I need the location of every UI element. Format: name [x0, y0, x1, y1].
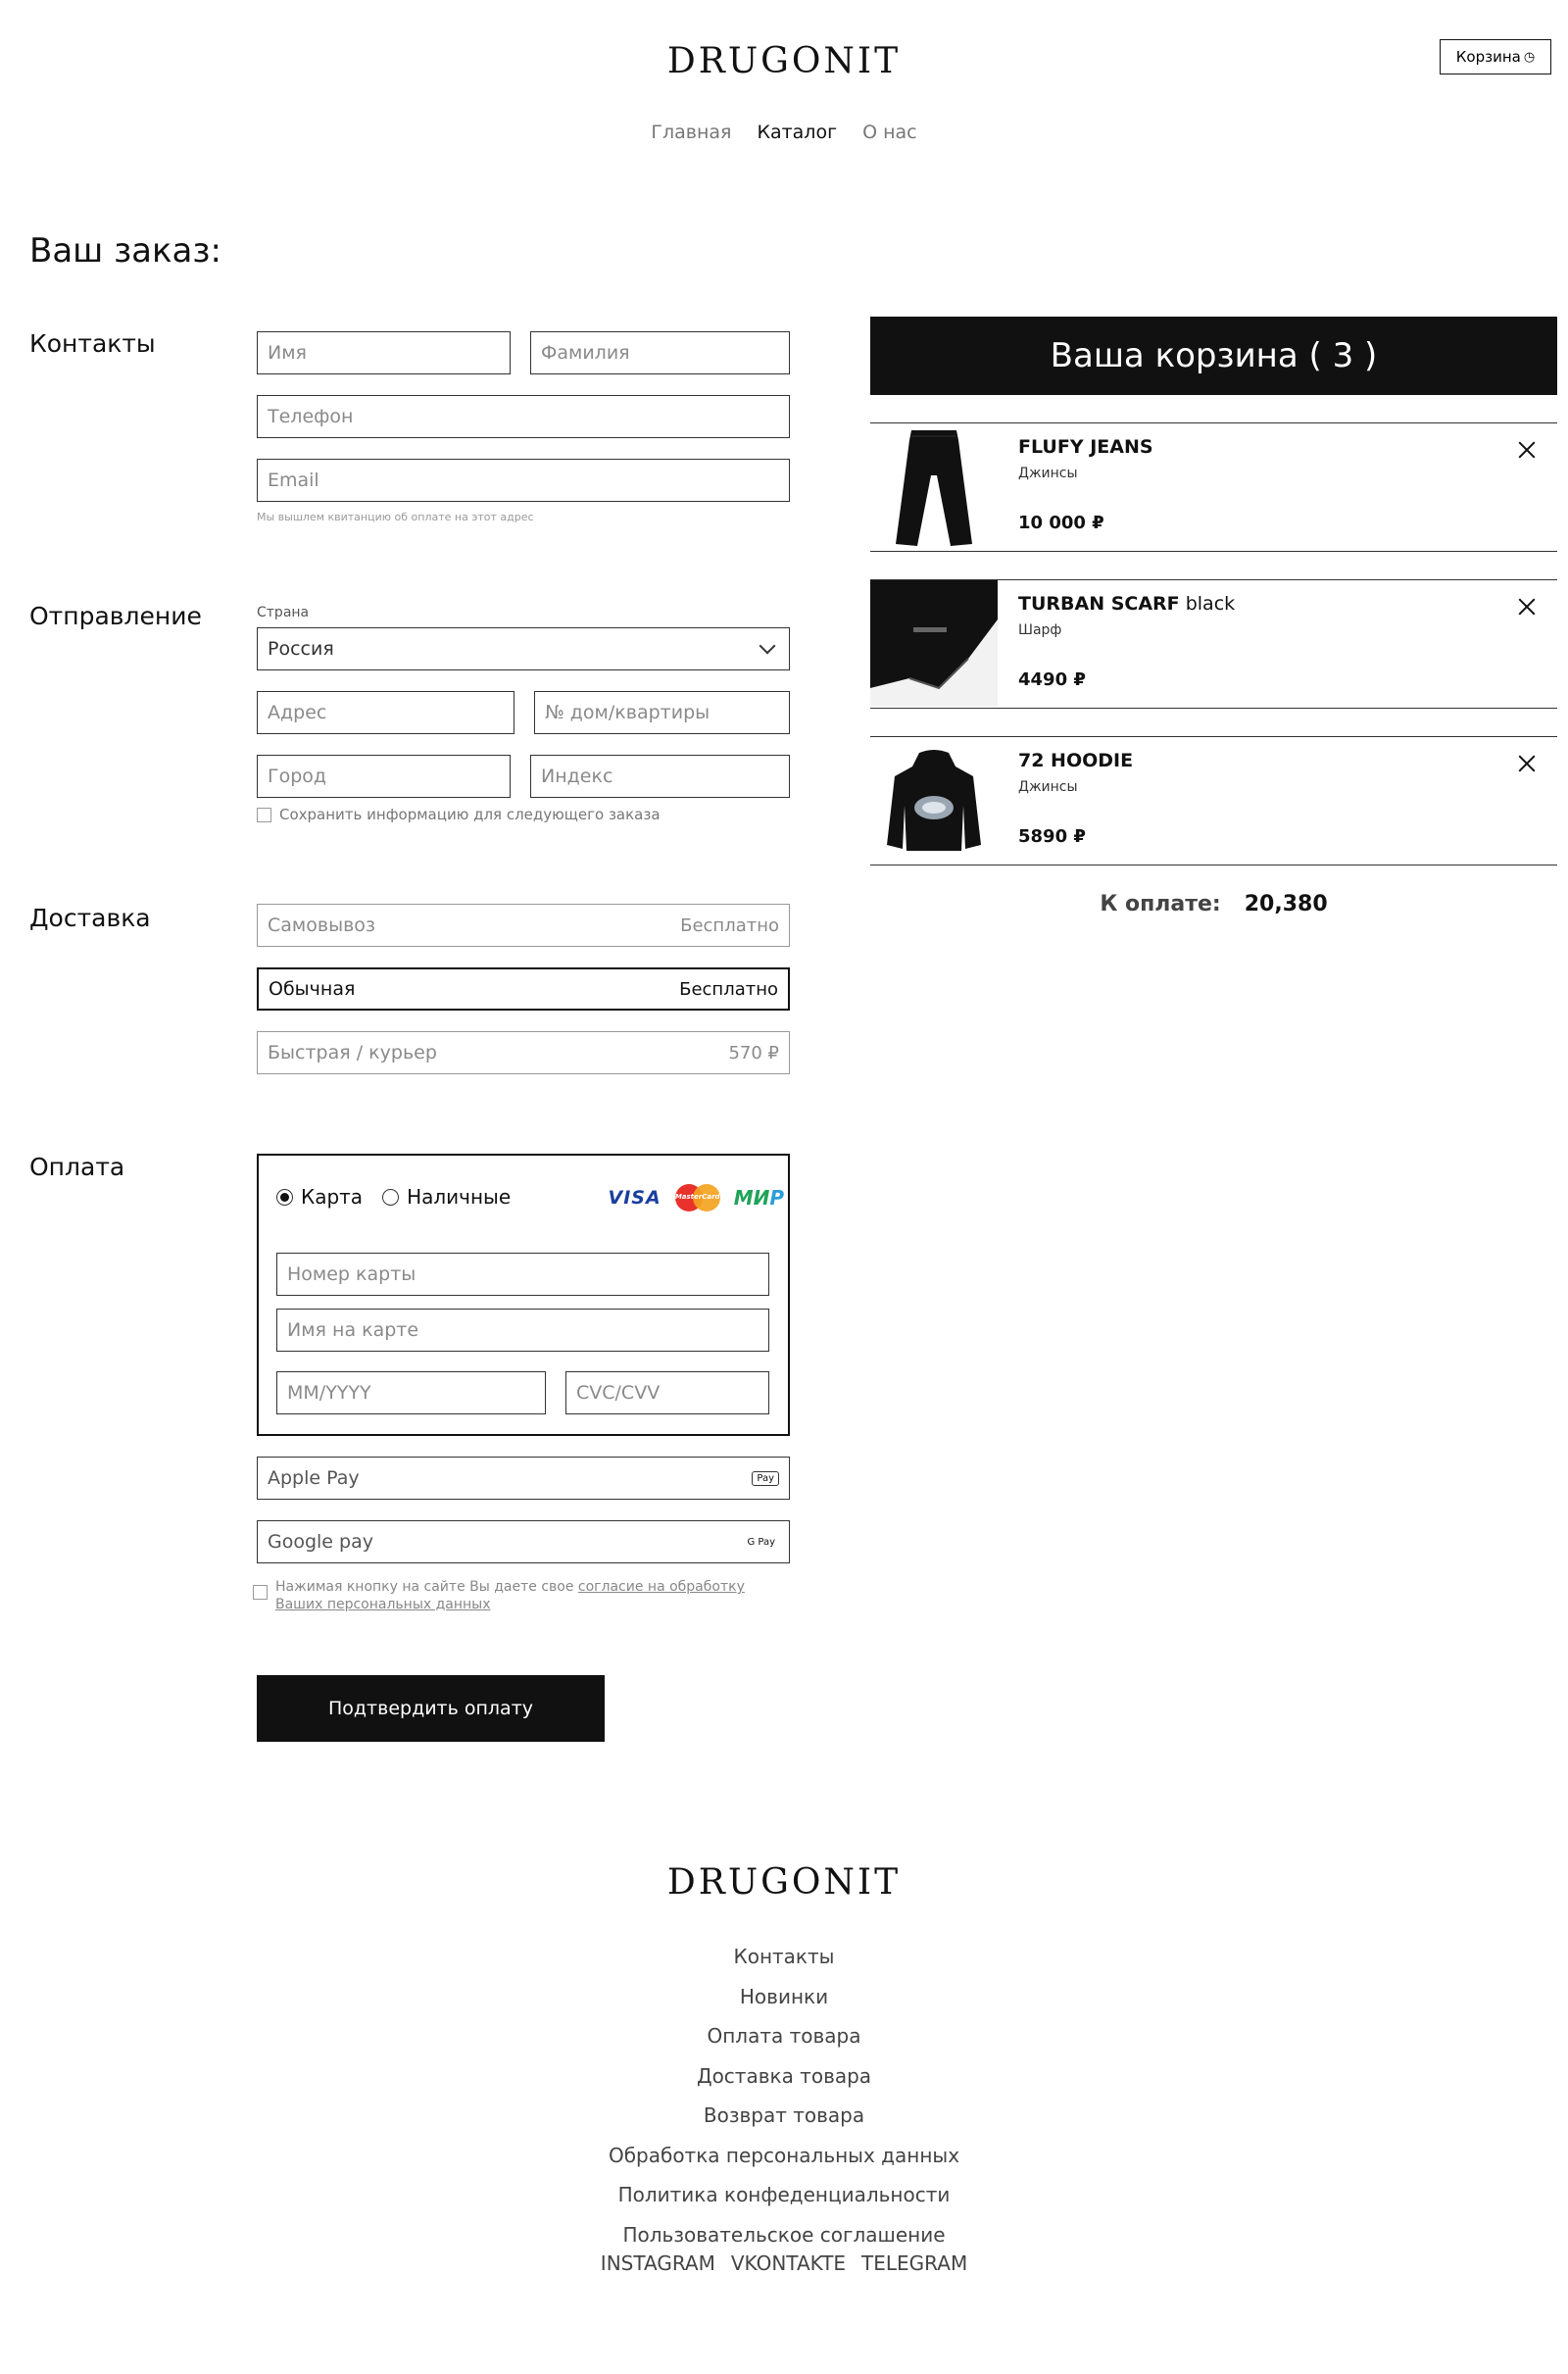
google-pay-label: Google pay: [268, 1531, 373, 1553]
page-title: Ваш заказ:: [29, 231, 221, 271]
contacts-label: Контакты: [29, 329, 156, 358]
card-payment-box: [257, 1154, 790, 1436]
footer-link-terms[interactable]: Пользовательское соглашение: [622, 2222, 946, 2247]
social-telegram[interactable]: TELEGRAM: [861, 2251, 968, 2275]
cvc-input[interactable]: [576, 1382, 759, 1404]
city-input[interactable]: [268, 766, 500, 787]
mastercard-logo-icon: MasterCard: [675, 1184, 720, 1212]
hoodie-thumbnail-icon[interactable]: [870, 737, 998, 864]
zip-field[interactable]: [530, 755, 790, 798]
main-nav: [0, 122, 1568, 143]
house-field[interactable]: [534, 691, 790, 734]
radio-card-indicator[interactable]: [276, 1189, 293, 1206]
footer-link-personal-data[interactable]: Обработка персональных данных: [608, 2143, 960, 2167]
scarf-thumbnail-icon[interactable]: [870, 580, 998, 707]
card-name-input[interactable]: [287, 1319, 759, 1341]
footer-logo[interactable]: DRUGONIT: [666, 1862, 902, 1903]
save-info-checkbox[interactable]: [257, 808, 271, 822]
country-label: Страна: [257, 605, 310, 620]
city-field[interactable]: [257, 755, 511, 798]
total-value: 20,380: [1244, 892, 1328, 916]
footer-link-delivery[interactable]: Доставка товара: [696, 2063, 872, 2088]
email-input[interactable]: [268, 470, 779, 491]
expiry-input[interactable]: [287, 1382, 535, 1404]
save-info-label: Сохранить информацию для следующего заказа: [279, 806, 661, 823]
radio-cash-indicator[interactable]: [382, 1189, 399, 1206]
footer-link-new[interactable]: Новинки: [739, 1984, 829, 2008]
footer-link-privacy[interactable]: Политика конфеденциальности: [617, 2183, 951, 2206]
last-name-field[interactable]: [530, 331, 790, 374]
visa-logo-icon: VISA: [608, 1187, 662, 1209]
first-name-field[interactable]: [257, 331, 511, 374]
cart-item-name: TURBAN SCARF black: [1018, 593, 1236, 615]
delivery-option-standard[interactable]: [257, 967, 790, 1011]
zip-input[interactable]: [541, 766, 779, 787]
radio-cash-label: Наличные: [407, 1185, 512, 1209]
remove-item-icon[interactable]: [1516, 753, 1538, 774]
payment-method-radios: [276, 1185, 511, 1209]
delivery-option-price: 570 ₽: [728, 1042, 779, 1063]
last-name-input[interactable]: [541, 342, 779, 364]
footer-link-contacts[interactable]: Контакты: [733, 1945, 835, 1968]
footer-link-payment[interactable]: Оплата товара: [707, 2024, 861, 2048]
email-hint: Мы вышлем квитанцию об оплате на этот адрес: [257, 511, 534, 523]
jeans-thumbnail-icon[interactable]: [870, 423, 998, 550]
delivery-option-price: Бесплатно: [680, 915, 779, 936]
footer-link-returns[interactable]: Возврат товара: [703, 2103, 865, 2127]
apple-pay-icon: Pay: [752, 1471, 779, 1486]
apple-pay-option[interactable]: [257, 1457, 790, 1500]
address-field[interactable]: [257, 691, 514, 734]
card-number-input[interactable]: [287, 1263, 759, 1285]
google-pay-option[interactable]: [257, 1520, 790, 1563]
cart-button-label: Корзина: [1455, 48, 1521, 66]
phone-input[interactable]: [268, 406, 779, 427]
address-input[interactable]: [268, 702, 504, 723]
country-select[interactable]: [257, 627, 790, 670]
delivery-option-name: Самовывоз: [268, 915, 375, 936]
delivery-option-pickup[interactable]: [257, 904, 790, 947]
card-number-field[interactable]: [276, 1253, 769, 1296]
cart-item: [870, 736, 1557, 866]
consent-text: Нажимая кнопку на сайте Вы даете свое: [275, 1579, 578, 1595]
cart-item: [870, 579, 1557, 709]
nav-catalog[interactable]: Каталог: [757, 122, 838, 143]
card-logos: [609, 1184, 784, 1212]
site-logo[interactable]: DRUGONIT: [666, 41, 902, 81]
card-name-field[interactable]: [276, 1309, 769, 1352]
consent-checkbox[interactable]: [253, 1585, 268, 1600]
country-value: Россия: [268, 638, 334, 660]
radio-cash[interactable]: [382, 1185, 511, 1209]
delivery-option-courier[interactable]: [257, 1031, 790, 1074]
cart-button[interactable]: [1440, 39, 1551, 74]
cart-item-name: FLUFY JEANS: [1018, 436, 1153, 458]
save-info-row: [257, 806, 661, 823]
cart-item-type: Джинсы: [1018, 466, 1078, 481]
chevron-down-icon: [760, 638, 776, 655]
google-pay-icon: G Pay: [747, 1536, 775, 1548]
remove-item-icon[interactable]: [1516, 596, 1538, 618]
delivery-label: Доставка: [29, 904, 151, 932]
cart-item-price: 4490 ₽: [1018, 669, 1086, 690]
social-vkontakte[interactable]: VKONTAKTE: [730, 2251, 847, 2275]
footer-links: [0, 1937, 1568, 2254]
first-name-input[interactable]: [268, 342, 500, 364]
cvc-field[interactable]: [565, 1371, 769, 1414]
email-field[interactable]: [257, 459, 790, 502]
social-instagram[interactable]: INSTAGRAM: [600, 2251, 715, 2275]
cart-item-price: 5890 ₽: [1018, 826, 1086, 847]
footer-socials: [0, 2251, 1568, 2275]
cart-item-type: Шарф: [1018, 622, 1062, 638]
cart-item-type: Джинсы: [1018, 779, 1078, 795]
delivery-option-name: Обычная: [269, 978, 356, 1000]
house-input[interactable]: [545, 702, 779, 723]
mir-logo-icon: МИР: [733, 1186, 784, 1210]
cart-item: [870, 422, 1557, 552]
nav-about[interactable]: О нас: [862, 122, 917, 143]
apple-pay-label: Apple Pay: [268, 1467, 360, 1489]
radio-card[interactable]: [276, 1185, 363, 1209]
cart-count-icon: ◷: [1523, 49, 1536, 65]
consent-text-wrap: [275, 1578, 792, 1613]
consent-row: [253, 1578, 792, 1613]
delivery-option-price: Бесплатно: [679, 978, 778, 1000]
order-total: [870, 892, 1557, 916]
shipping-label: Отправление: [29, 602, 202, 630]
consent-link[interactable]: согласие на обработку Ваших персональных данных: [275, 1579, 745, 1612]
confirm-payment-button[interactable]: Подтвердить оплату: [257, 1675, 605, 1742]
total-label: К оплате:: [1100, 892, 1221, 916]
site-header: [0, 0, 1568, 176]
phone-field[interactable]: [257, 395, 790, 438]
cart-item-name: 72 HOODIE: [1018, 750, 1134, 771]
cart-item-price: 10 000 ₽: [1018, 513, 1104, 533]
remove-item-icon[interactable]: [1516, 439, 1538, 461]
radio-card-label: Карта: [301, 1185, 364, 1209]
expiry-field[interactable]: [276, 1371, 546, 1414]
cart-title: Ваша корзина ( 3 ): [870, 317, 1557, 395]
payment-label: Оплата: [29, 1153, 125, 1181]
nav-home[interactable]: Главная: [651, 122, 732, 143]
delivery-option-name: Быстрая / курьер: [268, 1042, 437, 1063]
